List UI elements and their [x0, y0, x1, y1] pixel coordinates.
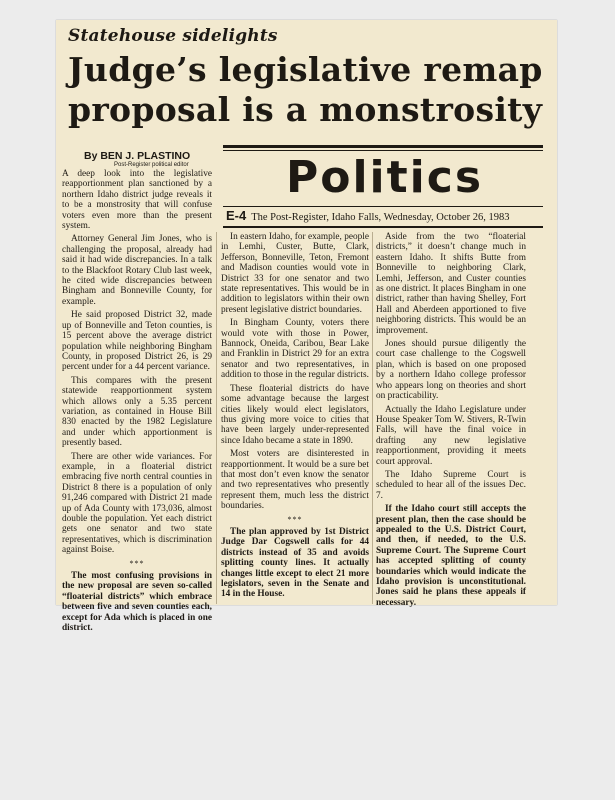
section-break: ***: [129, 558, 145, 568]
paragraph: In Bingham County, voters there would vote with those in Power, Bannock, Oneida, Caribou, Bear Lake and Franklin in District 29 for an extra senator and two representatives, in addition to those in the regular districts.: [221, 318, 369, 381]
paragraph: There are other wide variances. For example, in a floaterial district embracing five north central counties in District 8 there is a population of only 91,246 compared with District 21 made up of Ada County with 173,036, almost double the population. Yet each district gets one senator and two state representatives, which is discrimination against Boise.: [62, 451, 212, 556]
section-break: ***: [287, 514, 303, 524]
folio-line: [226, 208, 510, 223]
headline: [68, 50, 548, 130]
column-divider: [372, 232, 373, 604]
paragraph: A deep look into the legislative reapportionment plan sanctioned by a northern Idaho district judge reveals it to be a monstrosity that will confuse voters even more than the present system.: [62, 169, 212, 232]
folio-text: The Post-Register, Idaho Falls, Wednesday, October 26, 1983: [251, 212, 510, 223]
section-rule-top: [223, 145, 543, 148]
paragraph: Actually the Idaho Legislature under House Speaker Tom W. Stivers, R-Twin Falls, will have the final voice in drafting any new legislative reapportionment, providing it meets court approval.: [376, 404, 526, 467]
byline-role: Post-Register political editor: [114, 162, 189, 168]
paragraph: Aside from the two “floaterial districts,” it doesn’t change much in eastern Idaho. It shifts Butte from Bonneville to neighboring Clark, Lemhi, Jefferson, and Custer counties as one district. It places Bingham in one district, rather than having Shelley, Fort Hall and Aberdeen apportioned to five neighboring districts. This would be an improvement.: [376, 232, 526, 336]
byline: By BEN J. PLASTINO: [84, 150, 191, 162]
paragraph: This compares with the present statewide reapportionment system which allows only a 5.35 percent variation, as contained in House Bill 830 enacted by the 1982 Legislature and under which apportionment is presently based.: [62, 375, 212, 449]
column-divider: [216, 232, 217, 604]
article-column-1: [62, 169, 212, 636]
article-column-3: [376, 232, 526, 611]
section-rule-top-thin: [223, 150, 543, 151]
kicker: Statehouse sidelights: [68, 26, 278, 46]
paragraph: In eastern Idaho, for example, people in Lemhi, Custer, Butte, Clark, Jefferson, Bonneville, Teton, Fremont and Madison counties would vote in District 33 for one senator and two state representatives. This would be in addition to legislators within their own present legislative district boundaries.: [221, 232, 369, 315]
section-rule-middle: [223, 206, 543, 207]
paragraph-bold: If the Idaho court still accepts the present plan, then the case should be appealed to the U.S. District Court, and then, if needed, to the U.S. Supreme Court. The Supreme Court has accepted splitting of county boundaries which would indicate the Idaho provision is unconstitutional. Jones said he plans these appeals if necessary.: [376, 504, 526, 608]
paragraph: He said proposed District 32, made up of Bonneville and Teton counties, is 15 percent above the average district population while neighboring Bingham County, in proposed District 26, is 29 percent under for a 44 percent variance.: [62, 310, 212, 373]
paragraph: Attorney General Jim Jones, who is challenging the proposal, already had said it had wide discrepancies. In a talk to the Blackfoot Rotary Club last week, he cited wide discrepancies between Bingham and Bonneville County, for example.: [62, 234, 212, 307]
article-column-2: [221, 232, 369, 603]
paragraph: Jones should pursue diligently the court case challenge to the Cogswell plan, which is based on one proposed by a northern Idaho college professor who appears long on theories and short on practicability.: [376, 339, 526, 402]
newspaper-clipping: [56, 20, 557, 634]
page-number: E-4: [226, 208, 247, 223]
paragraph-bold: The most confusing provisions in the new proposal are seven so-called “floaterial districts” which embrace between five and seven counties each, except for Ada which is placed in one district.: [62, 571, 212, 634]
headline-line-1: Judge’s legislative remap: [68, 50, 543, 89]
section-title: Politics: [286, 152, 484, 203]
paragraph: Most voters are disinterested in reapportionment. It would be a sure bet that most don’t even know the senator and two representatives who presently represent them, much less the district boundaries.: [221, 449, 369, 512]
paragraph-bold: The plan approved by 1st District Judge Dar Cogswell calls for 44 districts instead of 35 and avoids splitting county lines. It actually changes little except to elect 21 more legislators, seven in the Senate and 14 in the House.: [221, 526, 369, 600]
paragraph: The Idaho Supreme Court is scheduled to hear all of the issues Dec. 7.: [376, 469, 526, 501]
section-rule-bottom: [223, 226, 543, 228]
headline-line-2: proposal is a monstrosity: [68, 90, 543, 129]
paragraph: These floaterial districts do have some advantage because the largest cities likely would elect legislators, thus giving more voice to cities that have been largely under-represented since Idaho became a state in 1890.: [221, 383, 369, 446]
